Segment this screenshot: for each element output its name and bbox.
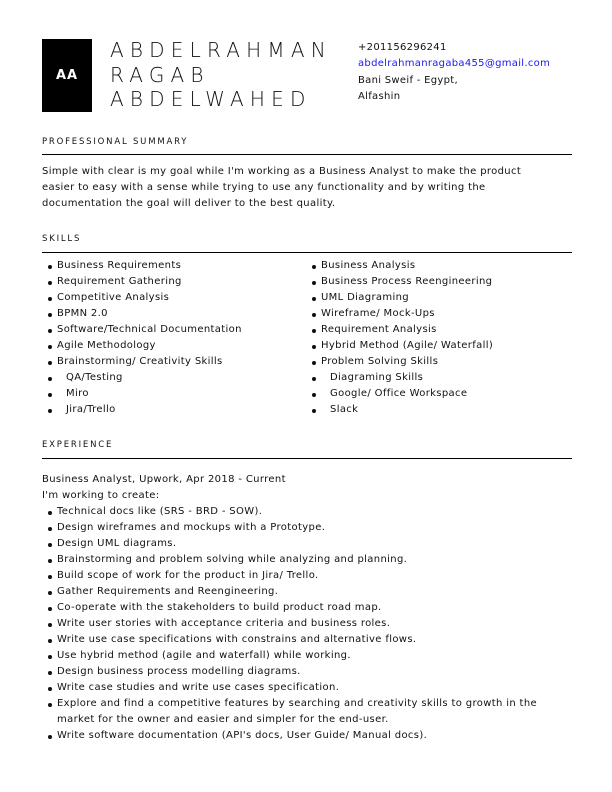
list-item: BPMN 2.0 — [42, 306, 242, 322]
summary-line: documentation the goal will deliver to the best quality. — [42, 198, 336, 209]
list-item: Write use case specifications with constrains and alternative flows. — [42, 632, 567, 648]
experience-entry — [42, 472, 572, 744]
list-item: Build scope of work for the product in Jira/ Trello. — [42, 568, 567, 584]
list-item: Miro — [42, 386, 242, 402]
list-item: Brainstorming and problem solving while analyzing and planning. — [42, 552, 567, 568]
list-item: Use hybrid method (agile and waterfall) while working. — [42, 648, 567, 664]
list-item: Google/ Office Workspace — [306, 386, 493, 402]
job-title: Business Analyst, Upwork, Apr 2018 - Current — [42, 474, 286, 485]
list-item: Business Analysis — [306, 258, 493, 274]
divider — [42, 252, 572, 253]
list-item: UML Diagraming — [306, 290, 493, 306]
summary-line: easier to easy with a sense while trying to use any functionality and by writing the — [42, 182, 486, 193]
list-item: Technical docs like (SRS - BRD - SOW). — [42, 504, 567, 520]
address-line: Alfashin — [358, 90, 401, 102]
list-item: Business Process Reengineering — [306, 274, 493, 290]
experience-bullets — [42, 504, 567, 744]
list-item: QA/Testing — [42, 370, 242, 386]
list-item: Software/Technical Documentation — [42, 322, 242, 338]
phone: +201156296241 — [358, 42, 447, 53]
list-item: Competitive Analysis — [42, 290, 242, 306]
full-name — [110, 38, 332, 112]
list-item: Wireframe/ Mock-Ups — [306, 306, 493, 322]
summary-text — [42, 164, 572, 212]
initials: AA — [55, 68, 79, 83]
list-item: Hybrid Method (Agile/ Waterfall) — [306, 338, 493, 354]
name-line: ABDELWAHED — [110, 87, 312, 111]
skills-list-left — [42, 258, 242, 418]
list-item: Business Requirements — [42, 258, 242, 274]
list-item: Write software documentation (API's docs, User Guide/ Manual docs). — [42, 728, 567, 744]
list-item: Brainstorming/ Creativity Skills — [42, 354, 242, 370]
list-item: Requirement Gathering — [42, 274, 242, 290]
list-item: Slack — [306, 402, 493, 418]
skills-heading: SKILLS — [42, 234, 82, 244]
experience-heading: EXPERIENCE — [42, 440, 114, 450]
list-item: Explore and find a competitive features by searching and creativity skills to growth in the market for the owner and easier and simpler for the end-user. — [42, 696, 567, 728]
contact-info — [358, 40, 550, 105]
list-item: Write user stories with acceptance criteria and business roles. — [42, 616, 567, 632]
list-item: Co-operate with the stakeholders to build product road map. — [42, 600, 567, 616]
skills-list-right — [306, 258, 493, 418]
email-link[interactable]: abdelrahmanragaba455@gmail.com — [358, 58, 551, 70]
divider — [42, 154, 572, 155]
list-item: Design UML diagrams. — [42, 536, 567, 552]
list-item: Jira/Trello — [42, 402, 242, 418]
summary-heading: PROFESSIONAL SUMMARY — [42, 137, 189, 147]
divider — [42, 458, 572, 459]
address-line: Bani Sweif - Egypt, — [358, 74, 458, 86]
name-line: ABDELRAHMAN — [110, 38, 332, 62]
initials-logo — [42, 39, 92, 112]
list-item: Design wireframes and mockups with a Prototype. — [42, 520, 567, 536]
job-intro: I'm working to create: — [42, 490, 160, 501]
list-item: Diagraming Skills — [306, 370, 493, 386]
list-item: Agile Methodology — [42, 338, 242, 354]
list-item: Problem Solving Skills — [306, 354, 493, 370]
name-line: RAGAB — [110, 62, 210, 87]
list-item: Gather Requirements and Reengineering. — [42, 584, 567, 600]
list-item: Write case studies and write use cases specification. — [42, 680, 567, 696]
summary-line: Simple with clear is my goal while I'm working as a Business Analyst to make the product — [42, 166, 522, 177]
list-item: Design business process modelling diagrams. — [42, 664, 567, 680]
list-item: Requirement Analysis — [306, 322, 493, 338]
